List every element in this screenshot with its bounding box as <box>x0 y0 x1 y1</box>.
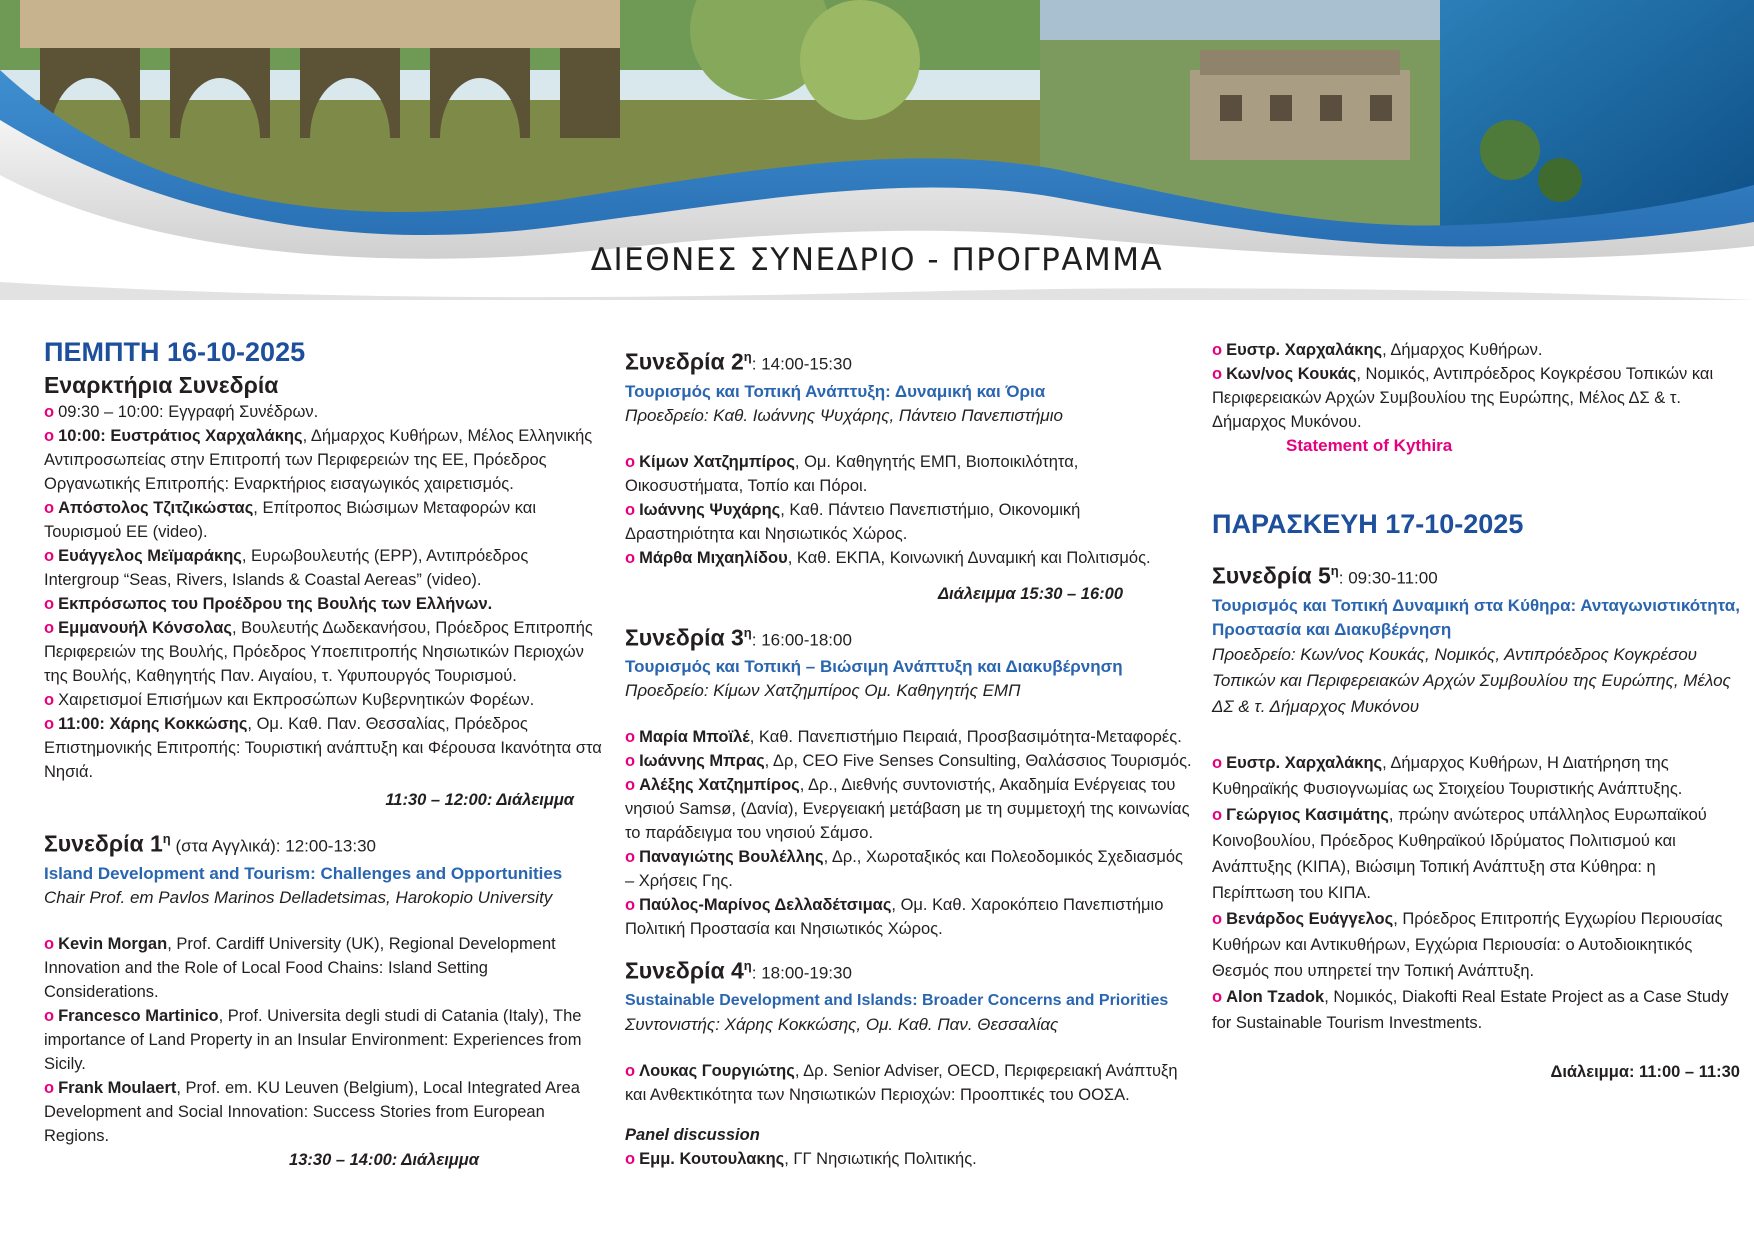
session-1-list <box>44 932 604 1148</box>
list-item: o Απόστολος Τζιτζικώστας, Επίτροπος Βιώσιμων Μεταφορών και Τουρισμού ΕΕ (video). <box>44 499 536 541</box>
session-5-chair: Προεδρείο: Κων/νος Κουκάς, Νομικός, Αντιπρόεδρος Κογκρέσου Τοπικών και Περιφερειακών Αρχών Συμβουλίου της Ευρώπης, Μέλος ΔΣ & τ. Δήμαρχος Μυκόνου <box>1212 644 1731 716</box>
session-1-chair: Chair Prof. em Pavlos Marinos Delladetsimas, Harokopio University <box>44 887 553 907</box>
list-item: o Παύλος-Μαρίνος Δελλαδέτσιμας, Ομ. Καθ. Χαροκόπειο Πανεπιστήμιο Πολιτική Προστασία και Νησιωτικός Χώρος. <box>625 896 1164 939</box>
break-label: 11:30 – 12:00: Διάλειμμα <box>385 791 574 809</box>
bullet-icon: o <box>625 752 636 771</box>
list-item: o Εμμανουήλ Κόνσολας, Βουλευτής Δωδεκανήσου, Πρόεδρος Επιτροπής Περιφερειών της Βουλής, Πρόεδρος Υποεπιτροπής Νησιωτικών Περιοχών της Βουλής, Καθηγητής Παν. Αιγαίου, τ. Υφυπουργός Τουρισμού. <box>44 619 593 685</box>
column-friday <box>1212 338 1740 1084</box>
session-3-heading: Συνεδρία $3^\eta$: 16:00-18:00 <box>625 624 852 651</box>
list-item: o Ευστρ. Χαρχαλάκης, Δήμαρχος Κυθήρων. <box>1212 341 1543 359</box>
page-title: ΔΙΕΘΝΕΣ ΣΥΝΕΔΡΙΟ - ΠΡΟΓΡΑΜΜΑ <box>590 242 1164 278</box>
list-item: o Κων/νος Κουκάς, Νομικός, Αντιπρόεδρος Κογκρέσου Τοπικών και Περιφερειακών Αρχών Συμβουλίου της Ευρώπης, Μέλος ΔΣ & τ. Δήμαρχος Μυκόνου. <box>1212 365 1714 431</box>
bullet-icon: o <box>625 1061 636 1080</box>
session-2-chair: Προεδρείο: Καθ. Ιωάννης Ψυχάρης, Πάντειο Πανεπιστήμιο <box>625 405 1063 425</box>
session-4-continued-list <box>1212 338 1740 434</box>
banner-photo-collage <box>0 0 1754 330</box>
session-1-heading: Συνεδρία $1^\eta$ (στα Αγγλικά): 12:00-13:30 <box>44 830 376 857</box>
list-item: o Francesco Martinico, Prof. Universita degli studi di Catania (Italy), The importance of Land Property in an Insular Environment: Experiences from Sicily. <box>44 1006 582 1073</box>
bullet-icon: o <box>625 548 636 567</box>
bullet-icon: o <box>44 595 55 613</box>
break-label: Διάλειμμα 15:30 – 16:00 <box>937 584 1123 603</box>
list-item: o Ευάγγελος Μεϊμαράκης, Ευρωβουλευτής (ΕΡΡ), Αντιπρόεδρος Intergroup “Seas, Rivers, Islands & Coastal Aereas” (video). <box>44 547 529 589</box>
list-item: o Κίμων Χατζημπίρος, Ομ. Καθηγητής ΕΜΠ, Βιοποικιλότητα, Οικοσυστήματα, Τοπίο και Πόροι. <box>625 452 1079 495</box>
session-3-list <box>625 725 1193 941</box>
session-4-chair: Συντονιστής: Χάρης Κοκκώσης, Ομ. Καθ. Παν. Θεσσαλίας <box>625 1014 1059 1034</box>
bullet-icon: o <box>625 728 636 747</box>
list-item: o Kevin Morgan, Prof. Cardiff University (UK), Regional Development Innovation and the Role of Local Food Chains: Island Setting Considerations. <box>44 934 556 1001</box>
bullet-icon: o <box>44 715 55 733</box>
opening-session-list <box>44 400 604 784</box>
day-heading-friday: ΠΑΡΑΣΚΕΥΗ 17-10-2025 <box>1212 509 1524 539</box>
session-3-subtitle: Τουρισμός και Τοπική – Βιώσιμη Ανάπτυξη και Διακυβέρνηση <box>625 657 1123 677</box>
bullet-icon: o <box>625 500 636 519</box>
session-5-list <box>1212 750 1740 1036</box>
bullet-icon: o <box>625 776 636 795</box>
bullet-icon: o <box>44 1078 55 1097</box>
bullet-icon: o <box>625 896 636 915</box>
bullet-icon: o <box>625 1149 636 1168</box>
list-item: o Λουκας Γουργιώτης, Δρ. Senior Adviser, OECD, Περιφερειακή Ανάπτυξη και Ανθεκτικότητα των Νησιωτικών Περιοχών: Προοπτικές του ΟΟΣΑ. <box>625 1061 1178 1104</box>
bullet-icon: o <box>1212 753 1223 772</box>
bullet-icon: o <box>1212 341 1223 359</box>
list-item: o Γεώργιος Κασιμάτης, πρώην ανώτερος υπάλληλος Ευρωπαϊκού Κοινοβουλίου, Πρόεδρος Κυθηραϊκού Ιδρύματος Πολιτισμού και Ανάπτυξης (ΚΙΠΑ), Βιώσιμη Τοπική Ανάπτυξη στα Κύθηρα: η Περίπτωση του ΚΙΠΑ. <box>1212 805 1707 902</box>
bullet-icon: o <box>1212 987 1223 1006</box>
list-item: o Frank Moulaert, Prof. em. KU Leuven (Belgium), Local Integrated Area Development and Social Innovation: Success Stories from European Regions. <box>44 1078 580 1145</box>
list-item: o 09:30 – 10:00: Εγγραφή Συνέδρων. <box>44 403 319 421</box>
break-label: 13:30 – 14:00: Διάλειμμα <box>289 1150 479 1169</box>
bullet-icon: o <box>44 691 55 709</box>
session-5-subtitle: Τουρισμός και Τοπική Δυναμική στα Κύθηρα: Ανταγωνιστικότητα, Προστασία και Διακυβέρνηση <box>1212 595 1740 639</box>
session-5-heading: Συνεδρία $5^\eta$: 09:30-11:00 <box>1212 562 1438 589</box>
session-4-list <box>625 1059 1193 1107</box>
bullet-icon: o <box>1212 909 1223 928</box>
list-item: o Μαρία Μποϊλέ, Καθ. Πανεπιστήμιο Πειραιά, Προσβασιμότητα-Μεταφορές. <box>625 728 1182 747</box>
header-banner <box>0 0 1754 330</box>
column-thursday-continued <box>625 342 1193 1171</box>
day-heading-thursday: ΠΕΜΠΤΗ 16-10-2025 <box>44 337 306 367</box>
list-item: o 10:00: Ευστράτιος Χαρχαλάκης, Δήμαρχος Κυθήρων, Μέλος Ελληνικής Αντιπροσωπείας στην Επιτροπή των Περιφερειών της ΕΕ, Πρόεδρος Οργανωτικής Επιτροπής: Εναρκτήριος εισαγωγικός χαιρετισμός. <box>44 427 593 493</box>
panel-discussion-label: Panel discussion <box>625 1125 760 1144</box>
session-2-subtitle: Τουρισμός και Τοπική Ανάπτυξη: Δυναμική και Όρια <box>625 381 1046 401</box>
list-item: o Βενάρδος Ευάγγελος, Πρόεδρος Επιτροπής Εγχωρίου Περιουσίας Κυθήρων και Αντικυθήρων, Εγχώρια Περιουσία: ο Αυτοδιοικητικός Θεσμός που υπηρετεί την Τοπική Ανάπτυξη. <box>1212 909 1723 980</box>
column-thursday <box>44 334 604 1172</box>
bullet-icon: o <box>1212 805 1223 824</box>
bullet-icon: o <box>1212 365 1223 383</box>
list-item: o Χαιρετισμοί Επισήμων και Εκπροσώπων Κυβερνητικών Φορέων. <box>44 691 535 709</box>
list-item: o Αλέξης Χατζημπίρος, Δρ., Διεθνής συντονιστής, Ακαδημία Ενέργειας του νησιού Samsø, (Δανία), Ενεργειακή μετάβαση με τη συμμετοχή της κοινωνίας το παράδειγμα του νησιού Σάμσο. <box>625 776 1190 843</box>
bullet-icon: o <box>44 934 55 953</box>
list-item: o Ιωάννης Μπρας, Δρ, CEO Five Senses Consulting, Θαλάσσιος Τουρισμός. <box>625 752 1192 771</box>
statement-label: Statement of Kythira <box>1286 436 1453 455</box>
list-item: o 11:00: Χάρης Κοκκώσης, Ομ. Καθ. Παν. Θεσσαλίας, Πρόεδρος Επιστημονικής Επιτροπής: Τουριστική ανάπτυξη και Φέρουσα Ικανότητα στα Νησιά. <box>44 715 602 781</box>
opening-session-title: Εναρκτήρια Συνεδρία <box>44 372 279 398</box>
list-item: o Εκπρόσωπος του Προέδρου της Βουλής των Ελλήνων. <box>44 595 493 613</box>
list-item: o Ευστρ. Χαρχαλάκης, Δήμαρχος Κυθήρων, Η Διατήρηση της Κυθηραϊκής Φυσιογνωμίας ως Στοιχείου Τουριστικής Ανάπτυξης. <box>1212 753 1683 798</box>
list-item: o Παναγιώτης Βουλέλλης, Δρ., Χωροταξικός και Πολεοδομικός Σχεδιασμός – Χρήσεις Γης. <box>625 848 1183 891</box>
session-4-subtitle: Sustainable Development and Islands: Broader Concerns and Priorities <box>625 991 1169 1009</box>
session-3-chair: Προεδρείο: Κίμων Χατζημπίρος Ομ. Καθηγητής ΕΜΠ <box>625 681 1021 701</box>
bullet-icon: o <box>44 427 55 445</box>
session-2-list <box>625 450 1193 570</box>
session-4-heading: Συνεδρία $4^\eta$: 18:00-19:30 <box>625 957 852 984</box>
session-2-heading: Συνεδρία $2^\eta$: 14:00-15:30 <box>625 348 852 375</box>
list-item: o Μάρθα Μιχαηλίδου, Καθ. ΕΚΠΑ, Κοινωνική Δυναμική και Πολιτισμός. <box>625 548 1151 567</box>
list-item: o Alon Tzadok, Νομικός, Diakofti Real Estate Project as a Case Study for Sustainable Tourism Investments. <box>1212 987 1729 1032</box>
bullet-icon: o <box>44 403 55 421</box>
bullet-icon: o <box>44 1006 55 1025</box>
list-item: o Εμμ. Κουτουλακης, ΓΓ Νησιωτικής Πολιτικής. <box>625 1149 977 1168</box>
break-label: Διάλειμμα: 11:00 – 11:30 <box>1550 1062 1740 1081</box>
bullet-icon: o <box>625 452 636 471</box>
list-item: o Ιωάννης Ψυχάρης, Καθ. Πάντειο Πανεπιστήμιο, Οικονομική Δραστηριότητα και Νησιωτικός Χώρος. <box>625 500 1081 543</box>
bullet-icon: o <box>44 499 55 517</box>
bullet-icon: o <box>44 547 55 565</box>
bullet-icon: o <box>625 848 636 867</box>
session-1-subtitle: Island Development and Tourism: Challenges and Opportunities <box>44 863 563 883</box>
bullet-icon: o <box>44 619 55 637</box>
